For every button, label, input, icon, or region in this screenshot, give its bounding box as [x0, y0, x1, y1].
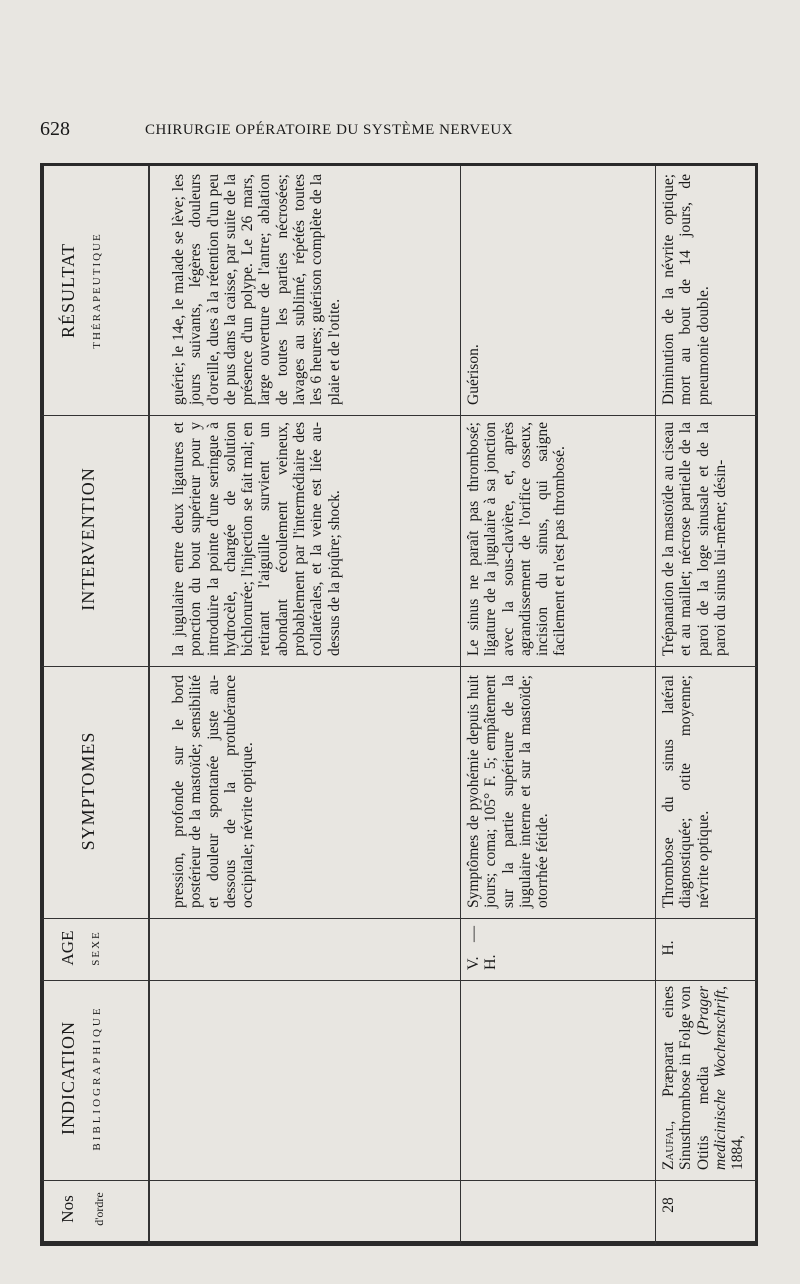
rule-indication [42, 980, 757, 981]
rule-row-2 [655, 166, 656, 1244]
hdr-intervention: INTERVENTION [78, 467, 98, 611]
rule-row-1 [460, 166, 461, 1244]
row3-symptomes: Thrombose du sinus latéral diagnostiquée; otite moyenne; névrite optique. [660, 675, 712, 908]
rule-nos [42, 1180, 757, 1181]
page-header [40, 118, 760, 142]
row2-symptomes: Symptômes de pyohémie depuis huit jours; coma; 105° F. 5; empâtement sur la partie supérieure de la jugulaire interne et sur la mastoïde; otorrhée fétide. [465, 675, 552, 908]
running-title: CHIRURGIE OPÉRATOIRE DU SYSTÈME NERVEUX [145, 122, 514, 138]
rule-age [42, 918, 757, 919]
hdr-age: AGE SEXE [58, 930, 102, 966]
row3-intervention: Trépanation de la mastoïde au ciseau et au maillet; nécrose partielle de la paroi de la loge sinusale et de la paroi du sinus lui-même; désin- [660, 422, 729, 656]
row2-intervention: Le sinus ne paraît pas thrombosé; ligature de la jugulaire à sa jonction avec la sous-clavière, et, après agrandissement de l'orifice osseux, incision du sinus, qui saigne facilement et n'est pas thrombosé. [465, 422, 569, 656]
row3-num: 28 [660, 1197, 677, 1213]
hdr-symptomes: SYMPTOMES [78, 731, 98, 851]
hdr-nos-text: Nos d'ordre [58, 1192, 106, 1226]
rule-after-nos [148, 166, 150, 1244]
row1-resultat: guérie; le 14e, le malade se lève; les jours suivants, légères douleurs d'oreille, dues à la rétention d'un peu de pus dans la caisse, par suite de la présence d'un polype. Le 26 mars, large ouverture de l'antre; ablation de toutes les parties nécrosées; lavages au sublimé, répétés toutes les 6 heures; guérison complète de la plaie et de l'otite. [170, 174, 343, 405]
hdr-resultat: RÉSULTAT THÉRAPEUTIQUE [58, 232, 103, 349]
row3-indication: Zaufal, Præparat eines Sinusthrombose in Folge von Otitis media (Prager medicinische Wochenschrift, 1884, [660, 986, 747, 1170]
hdr-indication: INDICATION BIBLIOGRAPHIQUE [58, 1005, 103, 1151]
rule-symptomes [42, 666, 757, 667]
row1-intervention: la jugulaire entre deux ligatures et ponction du bout supérieur pour y introduire la pointe d'une seringue à hydrocèle, chargée de solution bichlorurée; l'injection se fait mal; en retirant l'aiguille survient un abondant écoulement veineux, probablement par l'intermédiaire des collatérales, et la veine est liée au-dessus de la piqûre; shock. [170, 422, 343, 656]
row2-age: V. — H. [465, 926, 500, 970]
row2-resultat: Guérison. [465, 344, 482, 405]
page-number: 628 [40, 118, 70, 140]
row3-age: H. [660, 940, 677, 956]
row1-symptomes: pression, profonde sur le bord postérieur de la mastoïde; sensibilité et douleur spontanée juste au-dessous de la protubérance occipitale; névrite optique. [170, 675, 257, 908]
row3-resultat: Diminution de la névrite optique; mort au bout de 14 jours, de pneumonie double. [660, 174, 712, 405]
